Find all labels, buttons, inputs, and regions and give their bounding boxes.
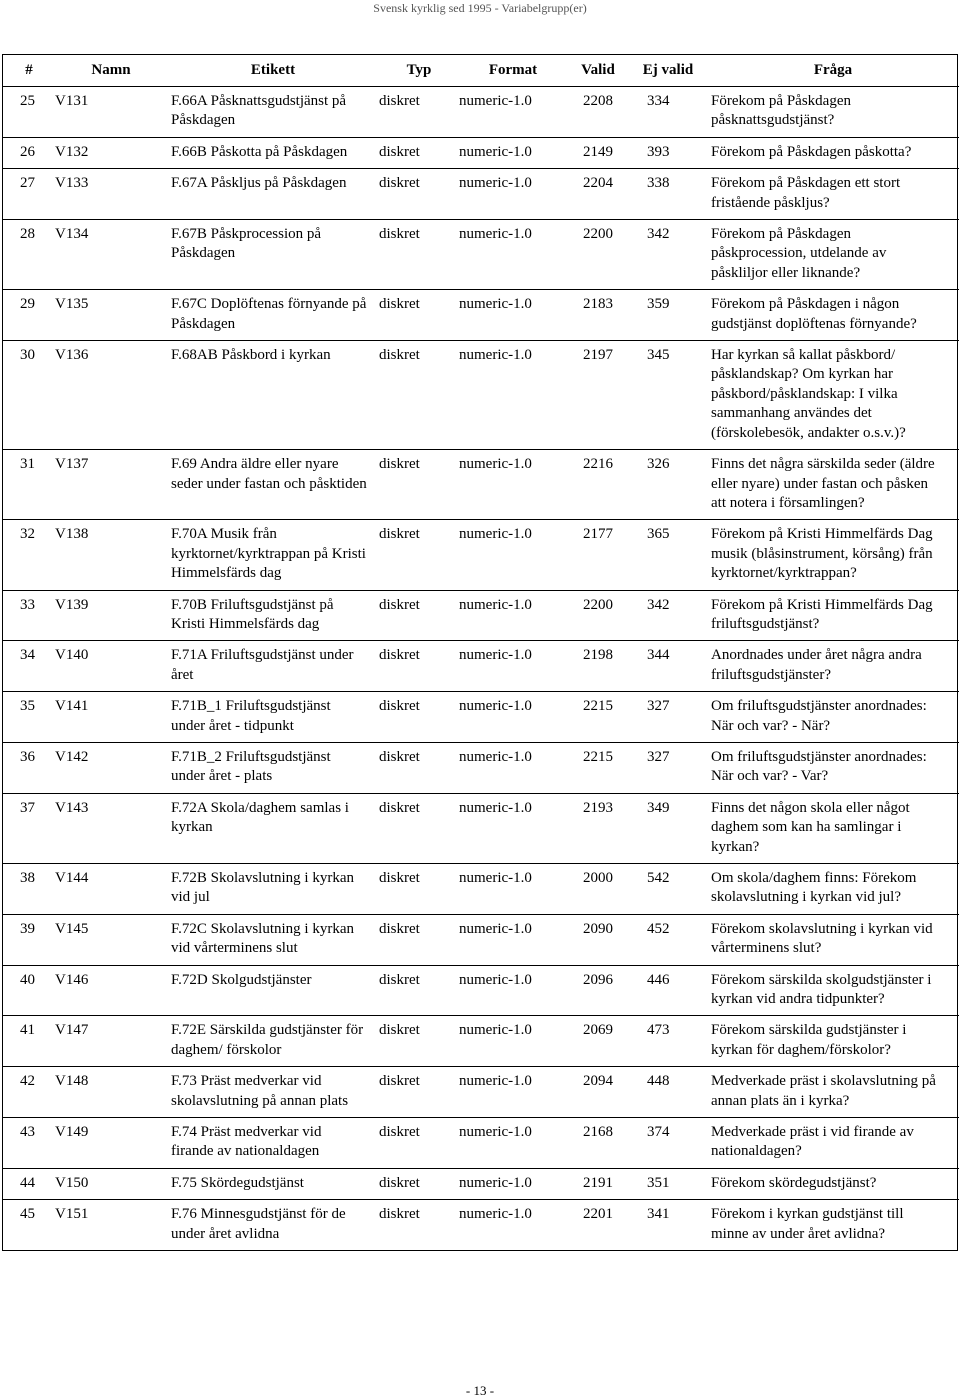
cell-num: 29 [3,290,55,341]
page-number: - 13 - [465,1383,495,1398]
cell-valid: 2149 [567,137,629,168]
cell-ej-valid: 327 [629,742,707,793]
cell-ej-valid: 473 [629,1016,707,1067]
cell-typ: diskret [379,341,459,450]
cell-typ: diskret [379,93,420,109]
cell-valid: 2191 [567,1168,629,1199]
col-header-typ: Typ [379,55,459,87]
cell-fraga: Anordnades under året några andra friluftsgudstjänster? [707,641,959,692]
cell-etikett: F.71B_1 Friluftsgudstjänst under året - tidpunkt [167,692,379,743]
cell-namn: V133 [55,169,167,220]
cell-format: numeric-1.0 [459,137,567,168]
cell-namn: V136 [55,341,167,450]
cell-num: 43 [3,1118,55,1169]
cell-valid: 2204 [567,169,629,220]
cell-format: numeric-1.0 [459,864,567,915]
cell-typ: diskret [379,520,459,590]
cell-num: 35 [3,692,55,743]
cell-etikett: F.67A Påskljus på Påskdagen [167,169,379,220]
cell-num: 34 [3,641,55,692]
cell-format: numeric-1.0 [459,793,567,863]
cell-valid: 2215 [567,742,629,793]
cell-namn: V137 [55,450,167,520]
cell-typ: diskret [379,914,459,965]
cell-fraga: Om friluftsgudstjänster anordnades: När och var? - Var? [707,742,959,793]
cell-fraga: Förekom på Påskdagen ett stort fristående påskljus? [707,169,959,220]
cell-etikett: F.66B Påskotta på Påskdagen [167,137,379,168]
cell-namn: V139 [55,590,167,641]
cell-valid: 2000 [567,864,629,915]
cell-num: 27 [3,169,55,220]
cell-etikett: F.66A Påsknattsgudstjänst på Påskdagen [171,93,347,129]
cell-etikett: F.70A Musik från kyrktornet/kyrktrappan på Kristi Himmelsfärds dag [167,520,379,590]
cell-fraga: Förekom särskilda skolgudstjänster i kyrkan vid andra tidpunkter? [707,965,959,1016]
table-row [3,793,959,863]
cell-num: 45 [3,1200,55,1250]
cell-typ: diskret [379,220,459,290]
cell-etikett: F.73 Präst medverkar vid skolavslutning på annan plats [167,1067,379,1118]
cell-num: 36 [3,742,55,793]
cell-valid: 2201 [567,1200,629,1250]
cell-fraga: Förekom i kyrkan gudstjänst till minne av under året avlidna? [707,1200,959,1250]
cell-ej-valid: 327 [629,692,707,743]
cell-typ: diskret [379,1118,459,1169]
cell-namn: V150 [55,1168,167,1199]
cell-format: numeric-1.0 [459,1016,567,1067]
cell-etikett: F.67B Påskprocession på Påskdagen [167,220,379,290]
cell-valid: 2177 [567,520,629,590]
cell-etikett: F.76 Minnesgudstjänst för de under året avlidna [167,1200,379,1250]
cell-namn: V132 [55,137,167,168]
cell-fraga: Förekom skolavslutning i kyrkan vid vårterminens slut? [707,914,959,965]
cell-fraga: Förekom på Påskdagen påskprocession, utdelande av påskliljor eller liknande? [707,220,959,290]
cell-num: 33 [3,590,55,641]
table-row [3,1118,959,1169]
cell-format: numeric-1.0 [459,742,567,793]
cell-fraga: Förekom på Kristi Himmelfärds Dag friluftsgudstjänst? [707,590,959,641]
cell-format: numeric-1.0 [459,1118,567,1169]
variable-table-grid [3,55,959,1250]
table-row [3,1016,959,1067]
cell-etikett: F.72A Skola/daghem samlas i kyrkan [167,793,379,863]
cell-typ: diskret [379,169,459,220]
cell-ej-valid: 365 [629,520,707,590]
cell-etikett: F.75 Skördegudstjänst [167,1168,379,1199]
cell-fraga: Finns det några särskilda seder (äldre eller nyare) under fastan och påsken att notera i församlingen? [707,450,959,520]
cell-etikett: F.71A Friluftsgudstjänst under året [167,641,379,692]
cell-fraga: Om friluftsgudstjänster anordnades: När och var? - När? [707,692,959,743]
cell-namn: V146 [55,965,167,1016]
cell-format: numeric-1.0 [459,965,567,1016]
cell-num: 30 [3,341,55,450]
cell-num: 41 [3,1016,55,1067]
cell-format: numeric-1.0 [459,220,567,290]
cell-typ: diskret [379,450,459,520]
table-row [3,220,959,290]
cell-typ: diskret [379,1200,459,1250]
cell-fraga: Har kyrkan så kallat påskbord/ påsklandskap? Om kyrkan har påskbord/påsklandskap: I vilka sammanhang användes det (förskolebesök, andakter o.s.v.)? [707,341,959,450]
cell-ej-valid: 345 [629,341,707,450]
cell-namn: V147 [55,1016,167,1067]
cell-etikett: F.74 Präst medverkar vid firande av nationaldagen [167,1118,379,1169]
table-row [3,1067,959,1118]
table-row [3,1168,959,1199]
cell-etikett: F.72D Skolgudstjänster [167,965,379,1016]
table-row [3,590,959,641]
cell-format: numeric-1.0 [459,641,567,692]
cell-namn: V141 [55,692,167,743]
cell-num: 32 [3,520,55,590]
cell-typ: diskret [379,1168,459,1199]
cell-etikett: F.71B_2 Friluftsgudstjänst under året - plats [167,742,379,793]
variable-table [2,54,958,1251]
cell-etikett: F.72E Särskilda gudstjänster för daghem/ förskolor [167,1016,379,1067]
cell-valid: 2168 [567,1118,629,1169]
cell-format: numeric-1.0 [459,914,567,965]
col-header-ej-valid: Ej valid [629,55,707,87]
cell-typ: diskret [379,742,459,793]
cell-typ: diskret [379,864,459,915]
cell-num: 37 [3,793,55,863]
cell-fraga: Förekom på Påskdagen påsknattsgudstjänst? [711,93,851,129]
table-row [3,692,959,743]
cell-fraga: Förekom på Påskdagen påskotta? [707,137,959,168]
cell-fraga: Förekom på Kristi Himmelfärds Dag musik (blåsinstrument, körsång) från kyrktornet/kyrktrappan? [707,520,959,590]
cell-valid: 2090 [567,914,629,965]
cell-etikett: F.72B Skolavslutning i kyrkan vid jul [167,864,379,915]
table-row [3,137,959,168]
cell-valid: 2198 [567,641,629,692]
cell-namn: V134 [55,220,167,290]
cell-fraga: Förekom på Påskdagen i någon gudstjänst doplöftenas förnyande? [707,290,959,341]
table-row [3,864,959,915]
cell-namn: V143 [55,793,167,863]
cell-num: 38 [3,864,55,915]
cell-ej-valid: 342 [629,220,707,290]
table-header-row [3,55,959,87]
col-header-valid: Valid [567,55,629,87]
table-row [3,87,959,138]
cell-ej-valid: 448 [629,1067,707,1118]
cell-etikett: F.68AB Påskbord i kyrkan [167,341,379,450]
cell-num: 42 [3,1067,55,1118]
cell-valid: 2216 [567,450,629,520]
cell-format: numeric-1.0 [459,450,567,520]
cell-valid: 2096 [567,965,629,1016]
cell-ej-valid: 446 [629,965,707,1016]
cell-typ: diskret [379,590,459,641]
cell-num: 40 [3,965,55,1016]
cell-valid: 2193 [567,793,629,863]
cell-etikett: F.67C Doplöftenas förnyande på Påskdagen [167,290,379,341]
cell-format: numeric-1.0 [459,290,567,341]
cell-ej-valid: 326 [629,450,707,520]
col-header-num: # [3,55,55,87]
cell-namn: V135 [55,290,167,341]
cell-namn: V151 [55,1200,167,1250]
cell-ej-valid: 393 [629,137,707,168]
table-body [3,87,959,1251]
table-row [3,641,959,692]
cell-typ: diskret [379,793,459,863]
cell-fraga: Förekom särskilda gudstjänster i kyrkan för daghem/förskolor? [707,1016,959,1067]
col-header-format: Format [459,55,567,87]
cell-num: 44 [3,1168,55,1199]
cell-fraga: Finns det någon skola eller något daghem som kan ha samlingar i kyrkan? [707,793,959,863]
cell-ej-valid: 334 [647,93,670,109]
table-row [3,742,959,793]
col-header-fraga: Fråga [707,55,959,87]
cell-ej-valid: 359 [629,290,707,341]
cell-num: 25 [20,93,35,109]
cell-typ: diskret [379,965,459,1016]
cell-fraga: Medverkade präst i skolavslutning på annan plats än i kyrka? [707,1067,959,1118]
table-row [3,450,959,520]
cell-ej-valid: 341 [629,1200,707,1250]
cell-namn: V145 [55,914,167,965]
cell-num: 26 [3,137,55,168]
cell-format: numeric-1.0 [459,93,532,109]
table-row [3,290,959,341]
cell-valid: 2197 [567,341,629,450]
cell-typ: diskret [379,641,459,692]
cell-format: numeric-1.0 [459,169,567,220]
cell-typ: diskret [379,1067,459,1118]
cell-namn: V138 [55,520,167,590]
page-header: Svensk kyrklig sed 1995 - Variabelgrupp(er) [373,1,587,15]
cell-valid: 2208 [583,93,613,109]
cell-ej-valid: 542 [629,864,707,915]
cell-format: numeric-1.0 [459,692,567,743]
cell-format: numeric-1.0 [459,590,567,641]
cell-format: numeric-1.0 [459,341,567,450]
cell-ej-valid: 342 [629,590,707,641]
cell-ej-valid: 349 [629,793,707,863]
table-row [3,169,959,220]
col-header-namn: Namn [55,55,167,87]
cell-ej-valid: 344 [629,641,707,692]
cell-fraga: Om skola/daghem finns: Förekom skolavslutning i kyrkan vid jul? [707,864,959,915]
table-row [3,965,959,1016]
cell-ej-valid: 374 [629,1118,707,1169]
table-row [3,914,959,965]
cell-typ: diskret [379,137,459,168]
cell-format: numeric-1.0 [459,1067,567,1118]
cell-format: numeric-1.0 [459,1200,567,1250]
cell-valid: 2069 [567,1016,629,1067]
cell-namn: V131 [55,93,89,109]
cell-etikett: F.69 Andra äldre eller nyare seder under fastan och påsktiden [167,450,379,520]
cell-format: numeric-1.0 [459,1168,567,1199]
cell-namn: V140 [55,641,167,692]
cell-fraga: Medverkade präst i vid firande av nationaldagen? [707,1118,959,1169]
table-row [3,341,959,450]
cell-typ: diskret [379,692,459,743]
cell-ej-valid: 452 [629,914,707,965]
cell-namn: V149 [55,1118,167,1169]
table-row [3,520,959,590]
col-header-etikett: Etikett [167,55,379,87]
cell-valid: 2183 [567,290,629,341]
cell-valid: 2094 [567,1067,629,1118]
cell-valid: 2200 [567,220,629,290]
cell-valid: 2215 [567,692,629,743]
cell-num: 31 [3,450,55,520]
cell-typ: diskret [379,1016,459,1067]
cell-etikett: F.72C Skolavslutning i kyrkan vid vårterminens slut [167,914,379,965]
cell-namn: V148 [55,1067,167,1118]
cell-format: numeric-1.0 [459,520,567,590]
cell-fraga: Förekom skördegudstjänst? [707,1168,959,1199]
table-row [3,1200,959,1250]
cell-num: 28 [3,220,55,290]
cell-ej-valid: 338 [629,169,707,220]
cell-num: 39 [3,914,55,965]
cell-typ: diskret [379,290,459,341]
cell-ej-valid: 351 [629,1168,707,1199]
cell-valid: 2200 [567,590,629,641]
cell-namn: V142 [55,742,167,793]
cell-namn: V144 [55,864,167,915]
cell-etikett: F.70B Friluftsgudstjänst på Kristi Himmelsfärds dag [167,590,379,641]
